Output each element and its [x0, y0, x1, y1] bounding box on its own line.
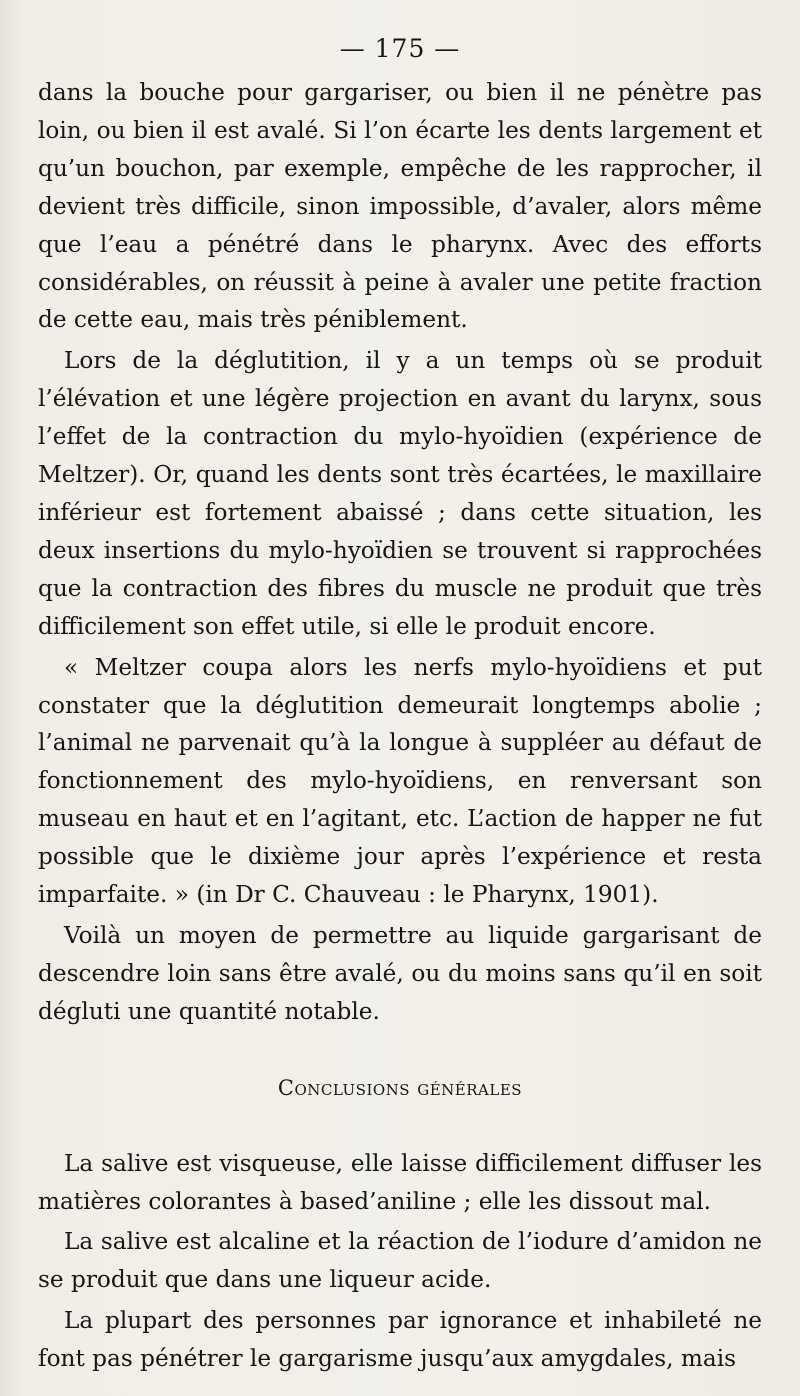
paragraph: dans la bouche pour gargariser, ou bien il ne pénètre pas loin, ou bien il est avalé. Si l’on écarte les dents largement et qu’un bouchon, par exemple, empêche de les rapprocher, il devient très difficile, sinon impossible, d’avaler, alors même que l’eau a pénétré dans le pharynx. Avec des efforts considérables, on réussit à peine à avaler une petite fraction de cette eau, mais très péniblement.: [38, 79, 762, 334]
paragraph: Lors de la déglutition, il y a un temps où se produit l’élévation et une légère projection en avant du larynx, sous l’effet de la contraction du mylo-hyoïdien (expérience de Meltzer). Or, quand les dents sont très écartées, le maxillaire inférieur est fortement abaissé ; dans cette situation, les deux insertions du mylo-hyoïdien se trouvent si rapprochées que la contraction des fibres du muscle ne produit que très difficilement son effet utile, si elle le produit encore.: [38, 347, 762, 640]
page-body: [38, 74, 762, 1378]
paragraph: Voilà un moyen de permettre au liquide gargarisant de descendre loin sans être avalé, ou du moins sans qu’il en soit dégluti une quantité notable.: [38, 921, 762, 1025]
paragraph: « Meltzer coupa alors les nerfs mylo-hyoïdiens et put constater que la déglutition demeurait longtemps abolie ; l’animal ne parvenait qu’à la longue à suppléer au défaut de fonctionnement des mylo-hyoïdiens, en renversant son museau en haut et en l’agitant, etc. L’action de happer ne fut possible que le dixième jour après l’expérience et resta imparfaite. » (in Dr C. Chauveau : le Pharynx, 1901).: [38, 653, 762, 909]
section-heading-text: Conclusions générales: [277, 1075, 523, 1100]
paragraph: La salive est alcaline et la réaction de l’iodure d’amidon ne se produit que dans une liqueur acide.: [38, 1228, 762, 1294]
paragraph: La salive est visqueuse, elle laisse difficilement diffuser les matières colorantes à based’aniline ; elle les dissout mal.: [38, 1149, 762, 1215]
section-heading: [38, 1073, 762, 1103]
paragraph: La plupart des personnes par ignorance et inhabileté ne font pas pénétrer le gargarisme jusqu’aux amygdales, mais: [38, 1307, 762, 1373]
page-number: — 175 —: [339, 34, 461, 63]
